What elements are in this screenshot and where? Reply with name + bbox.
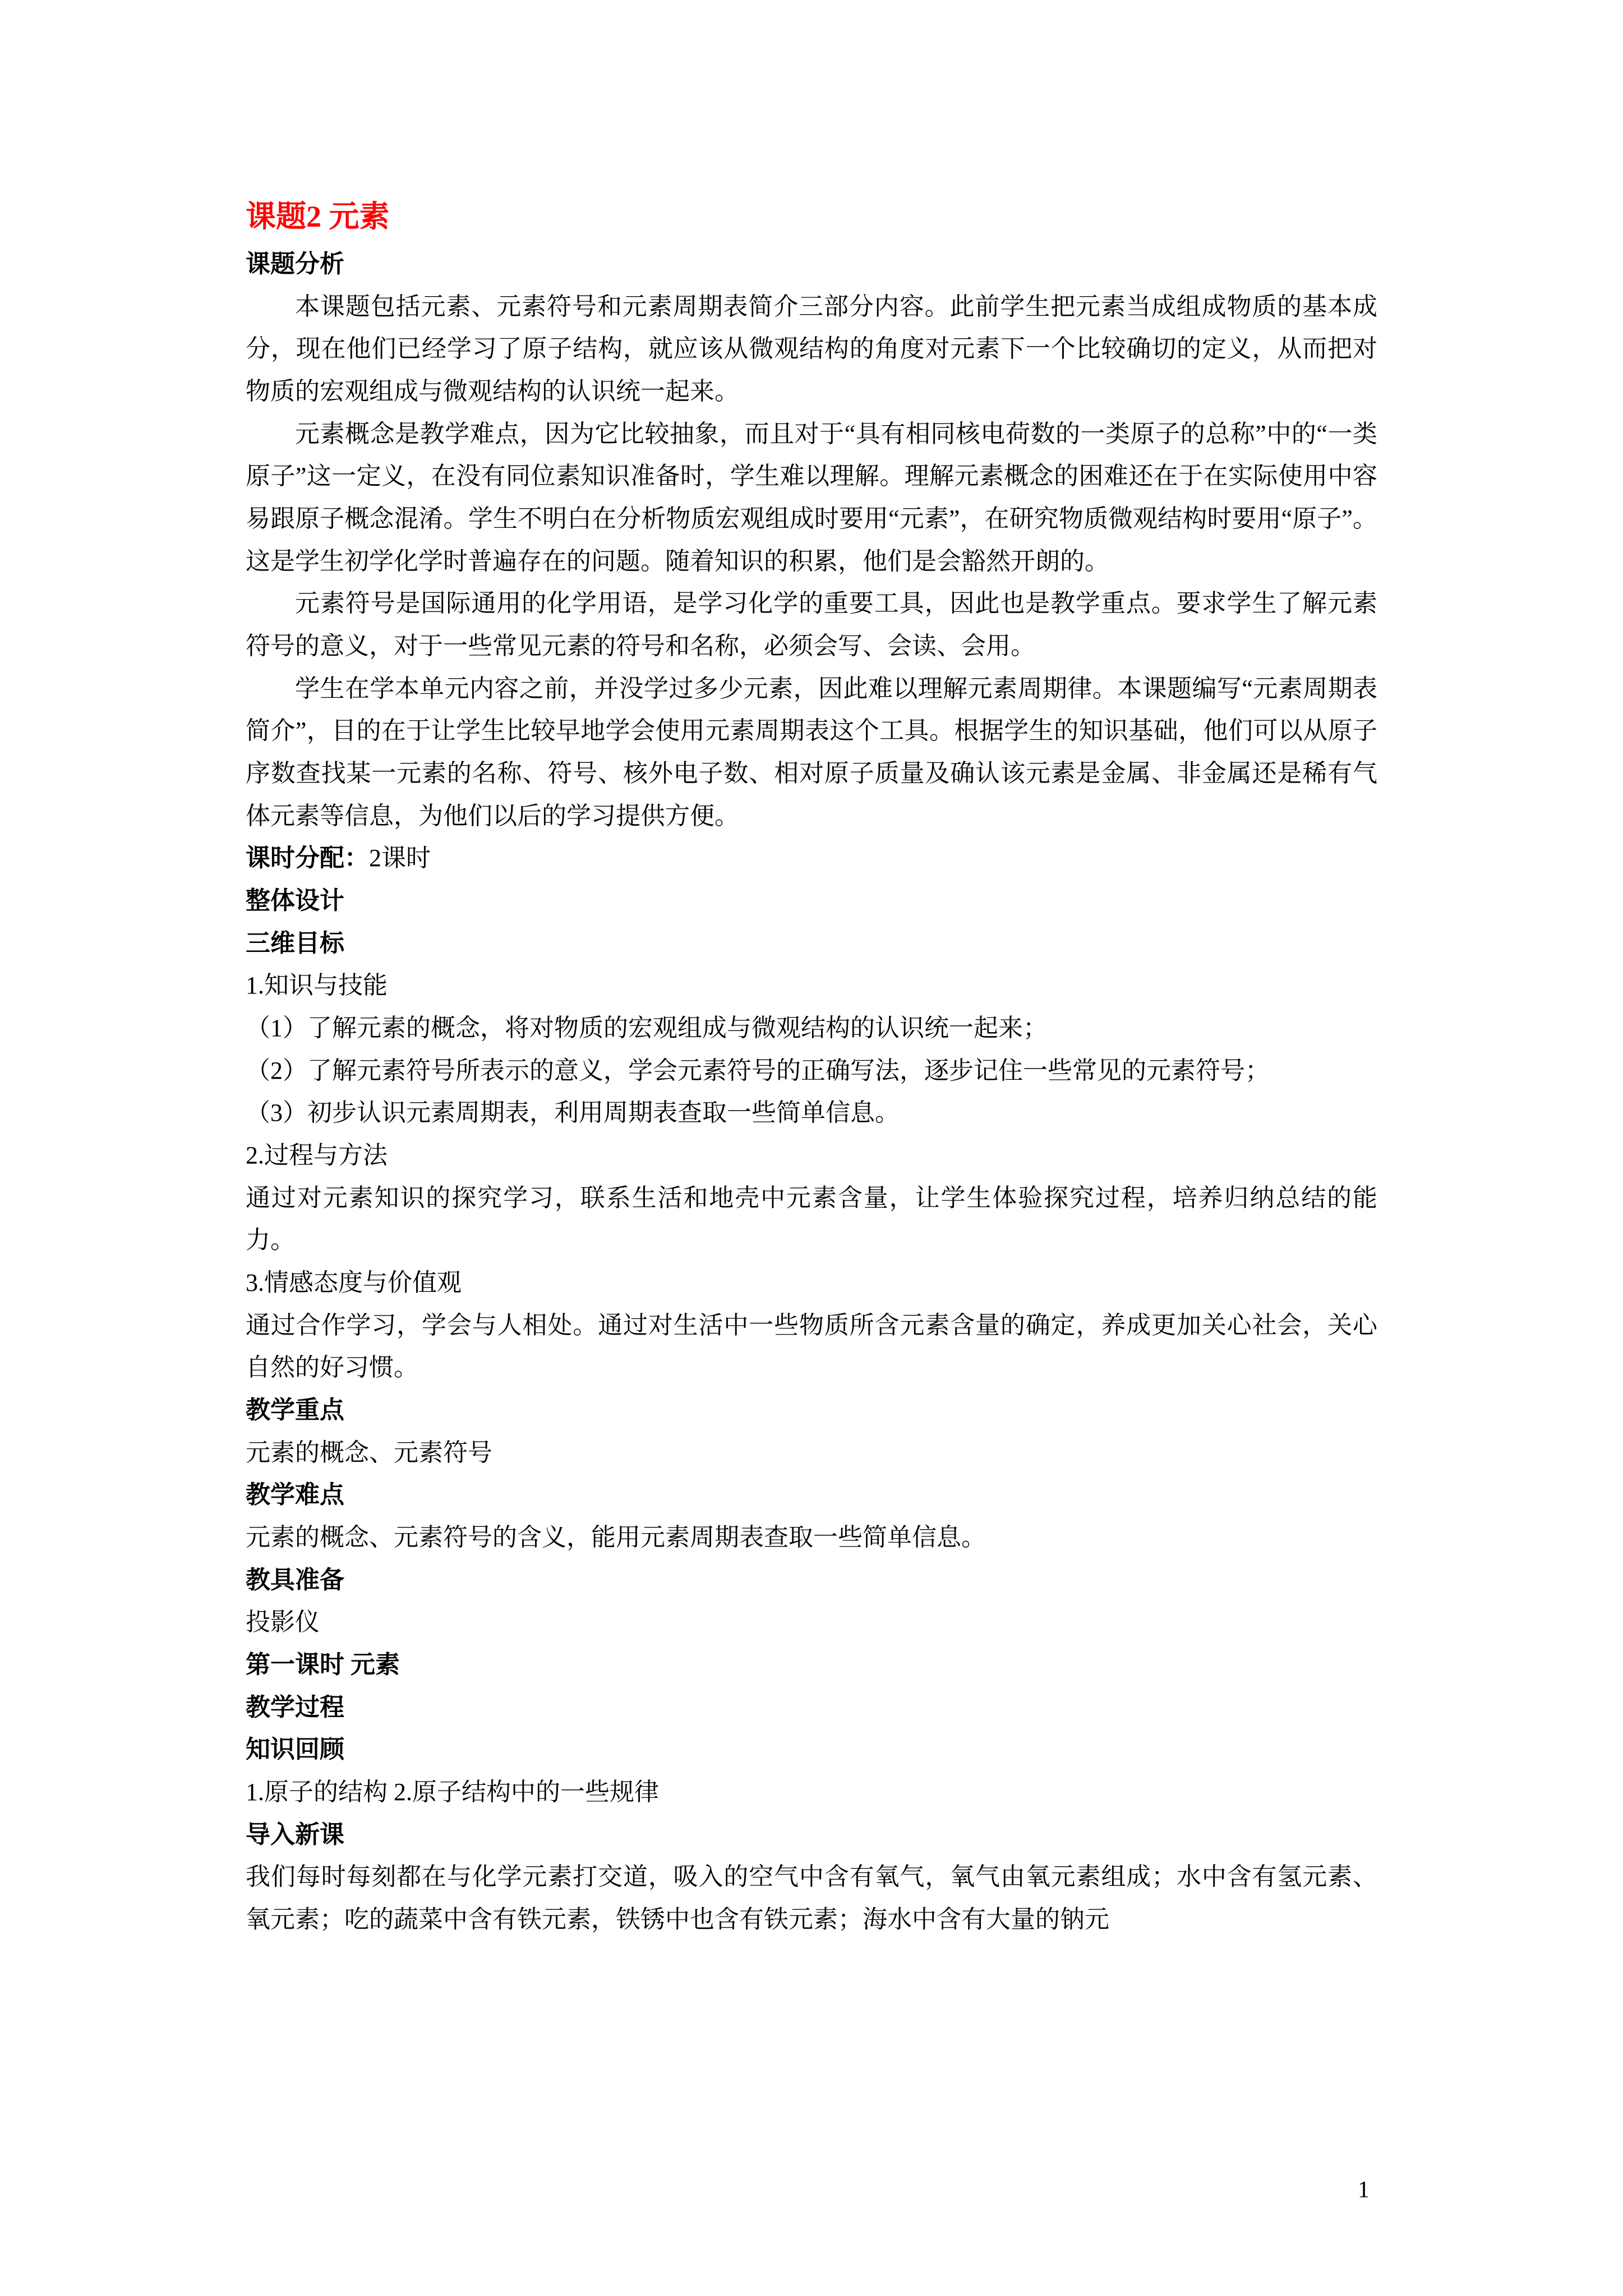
teaching-focus-body: 元素的概念、元素符号 (246, 1438, 492, 1466)
heading-knowledge-review: 知识回顾 (246, 1736, 344, 1764)
class-hours-line (246, 837, 1377, 880)
goal-3-body: 通过合作学习，学会与人相处。通过对生活中一些物质所含元素含量的确定，养成更加关心社会，关心自然的好习惯。 (246, 1311, 1377, 1382)
teaching-aids-body: 投影仪 (246, 1608, 320, 1636)
goal-2-title: 2.过程与方法 (246, 1141, 388, 1169)
heading-lesson1: 第一课时 元素 (246, 1651, 400, 1679)
heading-overall-design: 整体设计 (246, 886, 344, 914)
heading-topic-analysis: 课题分析 (246, 250, 344, 278)
goal-3-title: 3.情感态度与价值观 (246, 1269, 462, 1296)
goal-1-item-1: （1）了解元素的概念，将对物质的宏观组成与微观结构的认识统一起来； (246, 1014, 1048, 1042)
heading-teaching-process: 教学过程 (246, 1693, 344, 1721)
doc-title: 课题2 元素 (246, 200, 390, 233)
analysis-paragraph-2: 元素概念是教学难点，因为它比较抽象，而且对于“具有相同核电荷数的一类原子的总称”中的“一类原子”这一定义，在没有同位素知识准备时，学生难以理解。理解元素概念的困难还在于在实际使用中容易跟原子概念混淆。学生不明白在分析物质宏观组成时要用“元素”，在研究物质微观结构时要用“原子”。这是学生初学化学时普遍存在的问题。随着知识的积累，他们是会豁然开朗的。 (246, 420, 1377, 575)
page-number: 1 (1358, 2177, 1370, 2203)
analysis-paragraph-3: 元素符号是国际通用的化学用语，是学习化学的重要工具，因此也是教学重点。要求学生了解元素符号的意义，对于一些常见元素的符号和名称，必须会写、会读、会用。 (246, 590, 1377, 660)
goal-1-item-3: （3）初步认识元素周期表，利用周期表查取一些简单信息。 (246, 1099, 900, 1127)
goal-1-title: 1.知识与技能 (246, 972, 388, 1000)
teaching-difficulty-body: 元素的概念、元素符号的含义，能用元素周期表查取一些简单信息。 (246, 1524, 986, 1552)
heading-three-goals: 三维目标 (246, 929, 344, 957)
analysis-paragraph-1: 本课题包括元素、元素符号和元素周期表简介三部分内容。此前学生把元素当成组成物质的基本成分，现在他们已经学习了原子结构，就应该从微观结构的角度对元素下一个比较确切的定义，从而把对物质的宏观组成与微观结构的认识统一起来。 (246, 292, 1377, 405)
heading-teaching-aids: 教具准备 (246, 1566, 344, 1594)
new-lesson-intro-body: 我们每时每刻都在与化学元素打交道，吸入的空气中含有氧气，氧气由氧元素组成；水中含有氢元素、氧元素；吃的蔬菜中含有铁元素，铁锈中也含有铁元素；海水中含有大量的钠元 (246, 1863, 1377, 1934)
heading-new-lesson-intro: 导入新课 (246, 1820, 344, 1848)
goal-1-item-2: （2）了解元素符号所表示的意义，学会元素符号的正确写法，逐步记住一些常见的元素符号； (246, 1056, 1270, 1084)
goal-2-body: 通过对元素知识的探究学习，联系生活和地壳中元素含量，让学生体验探究过程，培养归纳总结的能力。 (246, 1184, 1377, 1254)
class-hours-label: 课时分配： (246, 844, 369, 872)
analysis-paragraph-4: 学生在学本单元内容之前，并没学过多少元素，因此难以理解元素周期律。本课题编写“元素周期表简介”，目的在于让学生比较早地学会使用元素周期表这个工具。根据学生的知识基础，他们可以从原子序数查找某一元素的名称、符号、核外电子数、相对原子质量及确认该元素是金属、非金属还是稀有气体元素等信息，为他们以后的学习提供方便。 (246, 674, 1377, 830)
document-body (246, 191, 1377, 1941)
heading-teaching-focus: 教学重点 (246, 1396, 344, 1424)
heading-teaching-difficulty: 教学难点 (246, 1481, 344, 1509)
knowledge-review-body: 1.原子的结构 2.原子结构中的一些规律 (246, 1778, 659, 1806)
class-hours-value: 2课时 (369, 844, 431, 872)
